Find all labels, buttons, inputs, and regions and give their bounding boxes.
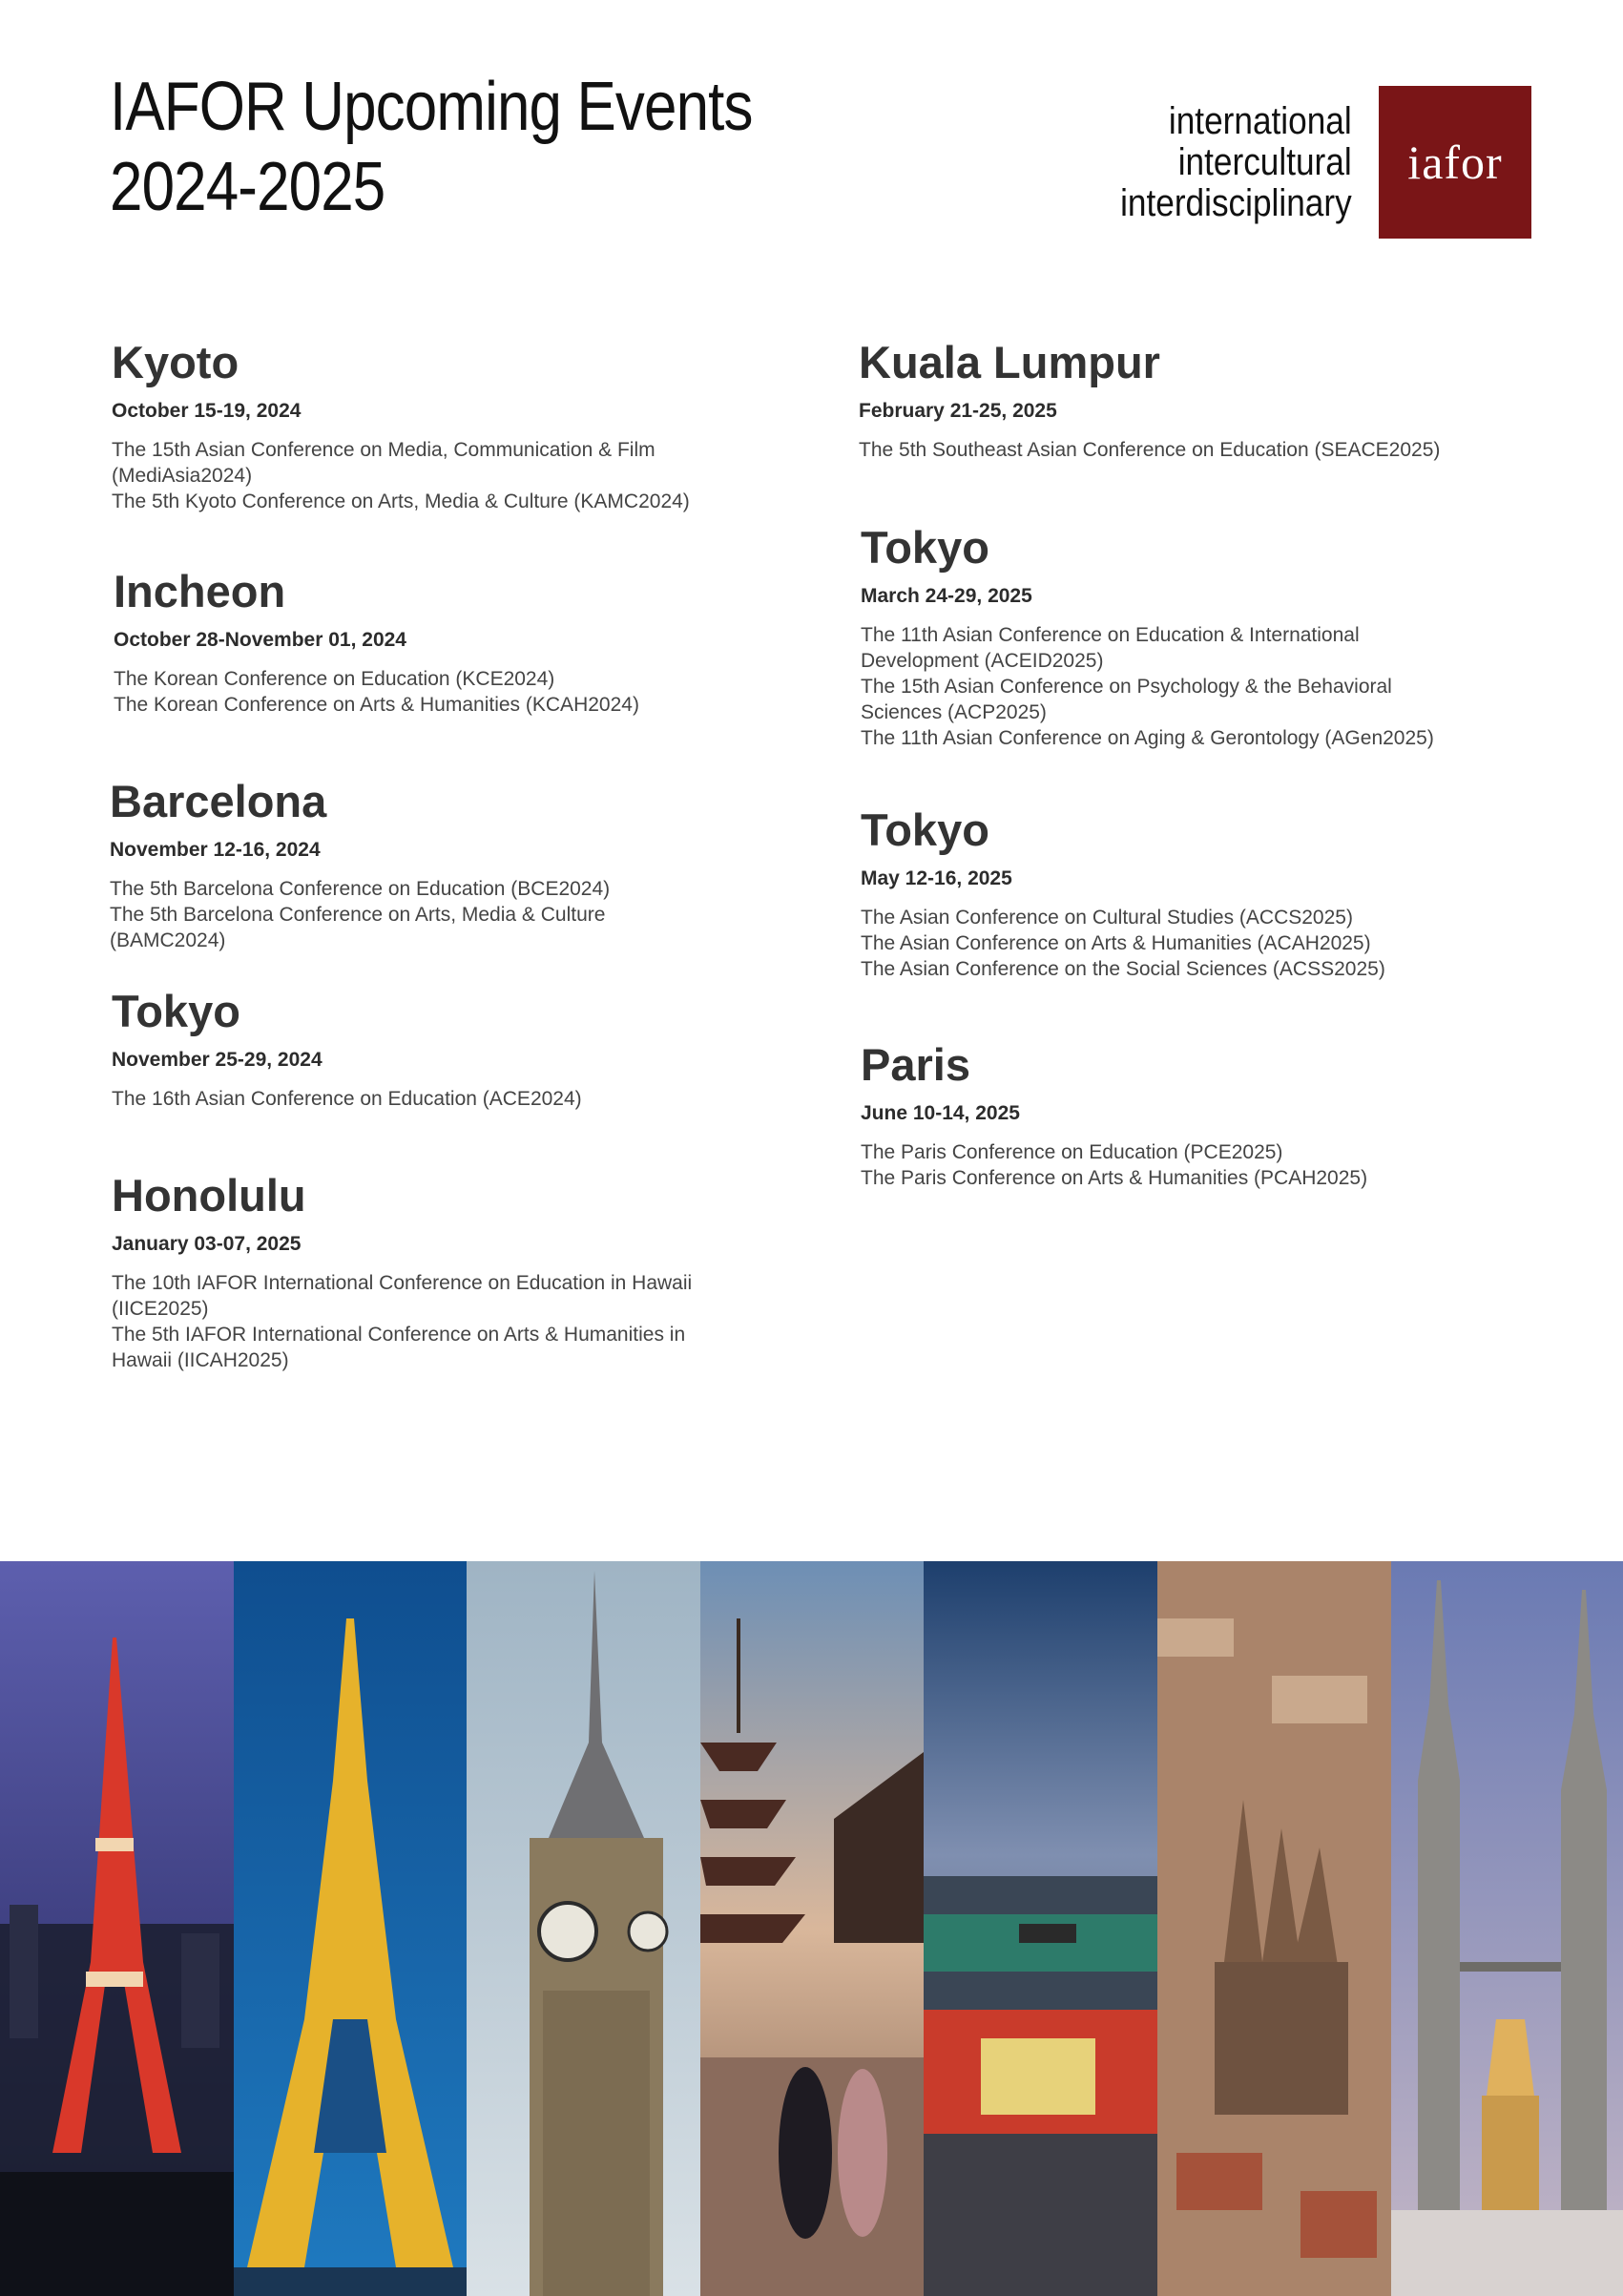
event-date: February 21-25, 2025 xyxy=(859,400,1057,422)
event-conference: The Korean Conference on Arts & Humanities (KCAH2024) xyxy=(114,694,639,716)
event-barcelona xyxy=(110,775,720,953)
event-kuala-lumpur xyxy=(859,336,1469,463)
event-city: Incheon xyxy=(114,566,286,616)
event-date: May 12-16, 2025 xyxy=(861,867,1012,889)
event-conference: The 5th Barcelona Conference on Education (BCE2024) xyxy=(110,878,611,900)
event-date: October 28-November 01, 2024 xyxy=(114,629,406,651)
title-line-1: IAFOR Upcoming Events xyxy=(110,69,753,145)
event-date: November 25-29, 2024 xyxy=(112,1049,323,1071)
korean-palace-photo xyxy=(924,1561,1157,2296)
event-city: Barcelona xyxy=(110,776,327,826)
event-paris xyxy=(861,1038,1471,1191)
event-conference: The 16th Asian Conference on Education (ACE2024) xyxy=(112,1088,582,1110)
event-city: Paris xyxy=(861,1039,970,1090)
title-line-2: 2024-2025 xyxy=(110,149,385,225)
event-conference: The Paris Conference on Education (PCE2025) xyxy=(861,1141,1283,1163)
event-kyoto xyxy=(112,336,722,514)
event-city: Honolulu xyxy=(112,1170,306,1221)
event-honolulu xyxy=(112,1169,722,1373)
event-incheon xyxy=(114,565,724,718)
tagline-line: interdisciplinary xyxy=(1120,181,1352,224)
tagline-line: intercultural xyxy=(1178,140,1352,183)
kyoto-pagoda-photo xyxy=(700,1561,924,2296)
event-conference: The 15th Asian Conference on Psychology & the Behavioral Sciences (ACP2025) xyxy=(861,676,1392,723)
event-conference: The 5th IAFOR International Conference on Arts & Humanities in Hawaii (IICAH2025) xyxy=(112,1324,686,1371)
event-conference: The Asian Conference on the Social Sciences (ACSS2025) xyxy=(861,958,1385,980)
event-date: November 12-16, 2024 xyxy=(110,839,321,861)
event-date: June 10-14, 2025 xyxy=(861,1102,1020,1124)
event-city: Tokyo xyxy=(861,522,989,573)
event-conference: The 5th Kyoto Conference on Arts, Media & Culture (KAMC2024) xyxy=(112,491,690,512)
event-conference: The 5th Barcelona Conference on Arts, Media & Culture (BAMC2024) xyxy=(110,904,606,951)
event-city: Tokyo xyxy=(112,986,240,1036)
event-conference: The Asian Conference on Cultural Studies (ACCS2025) xyxy=(861,907,1353,929)
event-conference: The Paris Conference on Arts & Humanities (PCAH2025) xyxy=(861,1167,1368,1189)
photo-strip xyxy=(0,1561,1623,2296)
event-conference: The 11th Asian Conference on Education & International Development (ACEID2025) xyxy=(861,624,1360,672)
event-tokyo-nov xyxy=(112,985,722,1112)
tagline xyxy=(1120,101,1352,224)
big-ben-photo xyxy=(467,1561,700,2296)
eiffel-tower-photo xyxy=(234,1561,467,2296)
event-date: January 03-07, 2025 xyxy=(112,1233,302,1255)
event-date: March 24-29, 2025 xyxy=(861,585,1032,607)
event-conference: The 15th Asian Conference on Media, Communication & Film (MediAsia2024) xyxy=(112,439,655,487)
tagline-line: international xyxy=(1169,99,1352,142)
event-tokyo-may xyxy=(861,804,1471,982)
event-tokyo-mar xyxy=(861,521,1471,751)
event-conference: The Asian Conference on Arts & Humanities (ACAH2025) xyxy=(861,932,1371,954)
page-title xyxy=(110,67,753,227)
event-conference: The 5th Southeast Asian Conference on Education (SEACE2025) xyxy=(859,439,1441,461)
logo-text: iafor xyxy=(1407,136,1503,189)
event-conference: The 11th Asian Conference on Aging & Gerontology (AGen2025) xyxy=(861,727,1434,749)
event-city: Kyoto xyxy=(112,337,239,387)
event-city: Kuala Lumpur xyxy=(859,337,1160,387)
event-date: October 15-19, 2024 xyxy=(112,400,302,422)
brand-block xyxy=(1089,86,1531,239)
barcelona-sagrada-familia-photo xyxy=(1157,1561,1391,2296)
iafor-logo xyxy=(1379,86,1531,239)
petronas-towers-photo xyxy=(1391,1561,1623,2296)
event-conference: The Korean Conference on Education (KCE2024) xyxy=(114,668,555,690)
event-conference: The 10th IAFOR International Conference on Education in Hawaii (IICE2025) xyxy=(112,1272,693,1320)
tokyo-tower-photo xyxy=(0,1561,234,2296)
event-city: Tokyo xyxy=(861,804,989,855)
